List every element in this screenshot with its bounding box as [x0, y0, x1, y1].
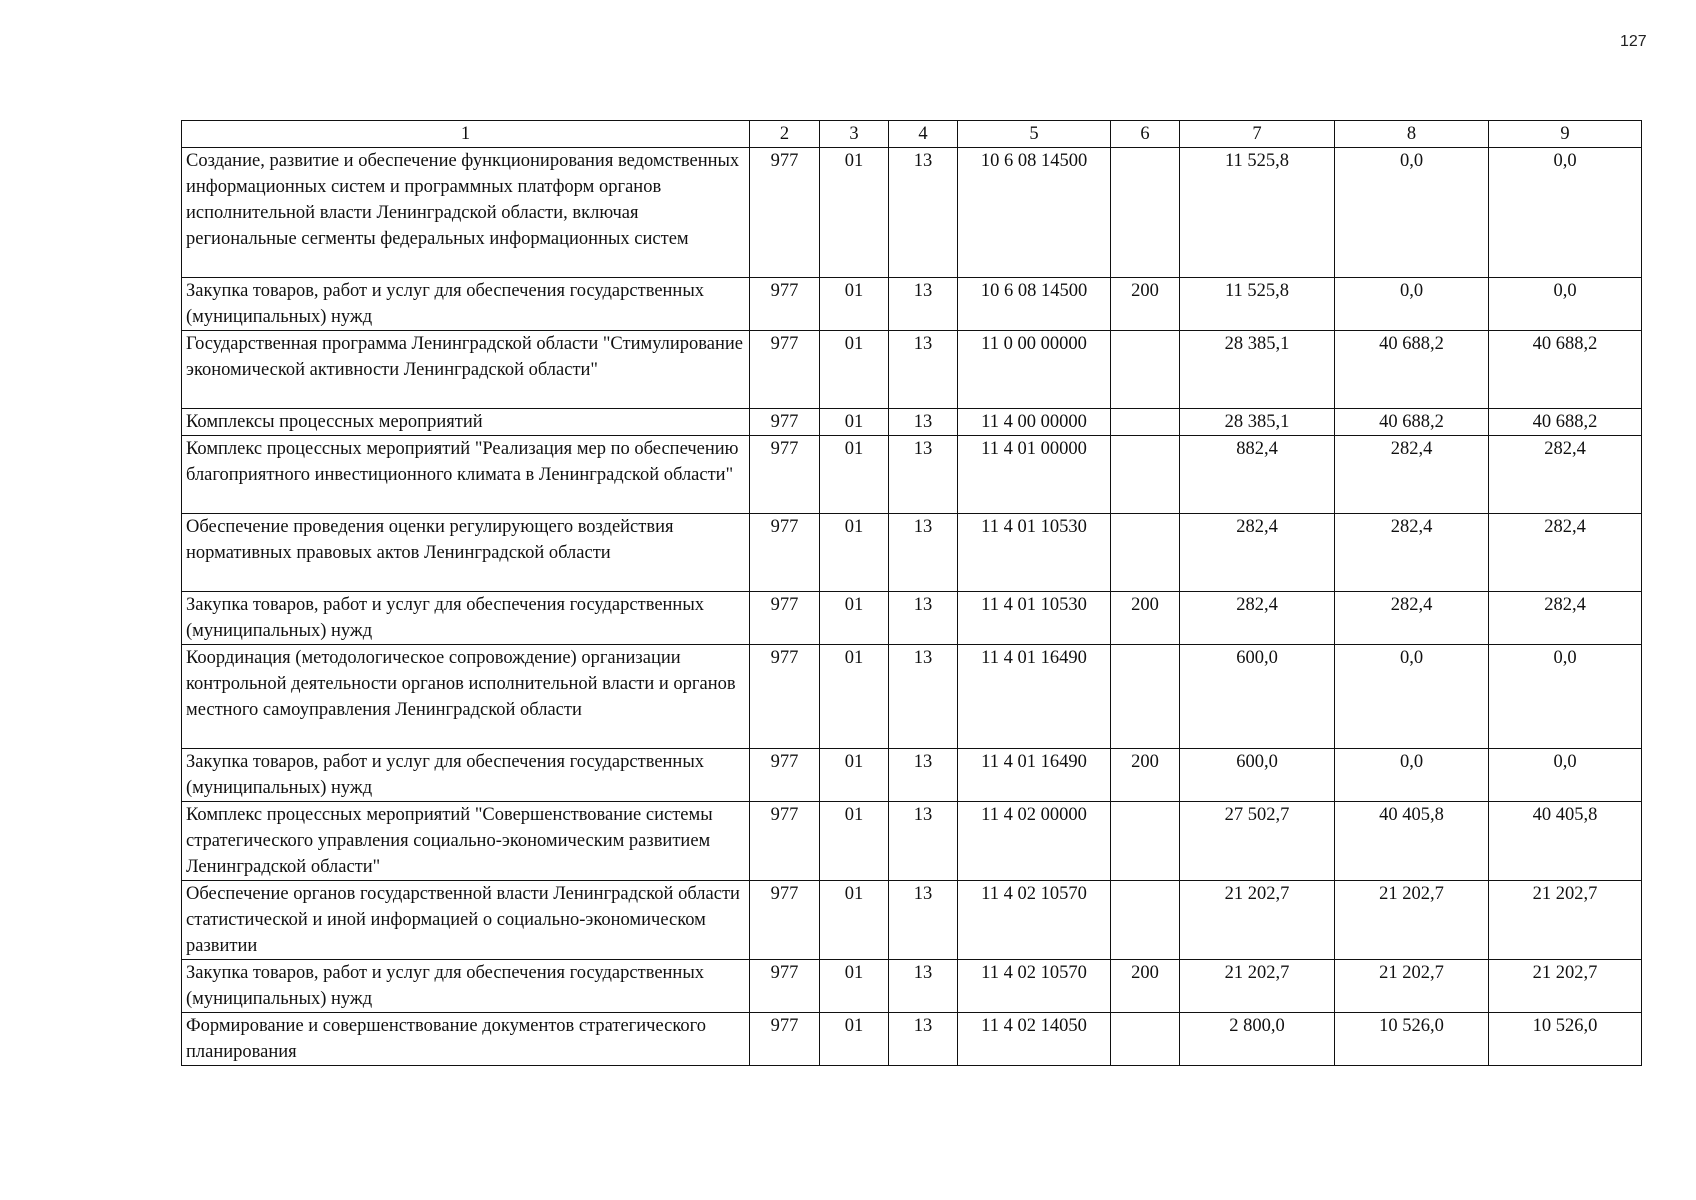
- cell-section: 01: [820, 278, 889, 331]
- cell-section: 01: [820, 331, 889, 409]
- table-row: [182, 278, 1642, 331]
- table-row: [182, 881, 1642, 960]
- header-cell-8: 8: [1335, 121, 1489, 148]
- cell-expense-type: 200: [1111, 278, 1180, 331]
- cell-target-article: 11 0 00 00000: [958, 331, 1111, 409]
- cell-target-article: 11 4 02 10570: [958, 881, 1111, 960]
- cell-amount-7: 21 202,7: [1180, 881, 1335, 960]
- cell-expense-type: 200: [1111, 592, 1180, 645]
- header-cell-2: 2: [750, 121, 820, 148]
- header-cell-5: 5: [958, 121, 1111, 148]
- cell-section: 01: [820, 514, 889, 592]
- cell-amount-8: 282,4: [1335, 514, 1489, 592]
- cell-admin-code: 977: [750, 592, 820, 645]
- table-row: [182, 148, 1642, 278]
- cell-amount-7: 27 502,7: [1180, 802, 1335, 881]
- row-name: Формирование и совершенствование документов стратегического планирования: [182, 1013, 750, 1066]
- row-name: Обеспечение проведения оценки регулирующего воздействия нормативных правовых актов Ленинградской области: [182, 514, 750, 592]
- cell-expense-type: [1111, 1013, 1180, 1066]
- cell-amount-8: 40 405,8: [1335, 802, 1489, 881]
- cell-amount-7: 28 385,1: [1180, 331, 1335, 409]
- table-row: [182, 1013, 1642, 1066]
- cell-admin-code: 977: [750, 436, 820, 514]
- cell-amount-7: 600,0: [1180, 749, 1335, 802]
- cell-section: 01: [820, 645, 889, 749]
- cell-admin-code: 977: [750, 1013, 820, 1066]
- cell-subsection: 13: [889, 645, 958, 749]
- cell-expense-type: [1111, 514, 1180, 592]
- cell-target-article: 11 4 02 14050: [958, 1013, 1111, 1066]
- cell-section: 01: [820, 749, 889, 802]
- cell-amount-7: 882,4: [1180, 436, 1335, 514]
- row-name: Закупка товаров, работ и услуг для обеспечения государственных (муниципальных) нужд: [182, 278, 750, 331]
- row-name: Обеспечение органов государственной власти Ленинградской области статистической и иной информацией о социально-экономическом развитии: [182, 881, 750, 960]
- cell-target-article: 11 4 01 10530: [958, 514, 1111, 592]
- table-row: [182, 409, 1642, 436]
- cell-section: 01: [820, 881, 889, 960]
- cell-subsection: 13: [889, 960, 958, 1013]
- cell-subsection: 13: [889, 802, 958, 881]
- cell-amount-7: 282,4: [1180, 514, 1335, 592]
- cell-expense-type: [1111, 881, 1180, 960]
- table-row: [182, 592, 1642, 645]
- cell-subsection: 13: [889, 409, 958, 436]
- cell-amount-8: 0,0: [1335, 749, 1489, 802]
- cell-amount-7: 11 525,8: [1180, 148, 1335, 278]
- table-row: [182, 645, 1642, 749]
- cell-amount-8: 0,0: [1335, 645, 1489, 749]
- cell-amount-8: 0,0: [1335, 148, 1489, 278]
- cell-admin-code: 977: [750, 645, 820, 749]
- cell-subsection: 13: [889, 278, 958, 331]
- cell-admin-code: 977: [750, 749, 820, 802]
- cell-amount-7: 11 525,8: [1180, 278, 1335, 331]
- cell-amount-9: 40 405,8: [1489, 802, 1642, 881]
- cell-subsection: 13: [889, 148, 958, 278]
- cell-section: 01: [820, 960, 889, 1013]
- cell-amount-9: 0,0: [1489, 645, 1642, 749]
- cell-subsection: 13: [889, 881, 958, 960]
- cell-subsection: 13: [889, 592, 958, 645]
- cell-amount-8: 0,0: [1335, 278, 1489, 331]
- header-cell-9: 9: [1489, 121, 1642, 148]
- cell-amount-7: 600,0: [1180, 645, 1335, 749]
- header-cell-3: 3: [820, 121, 889, 148]
- cell-amount-9: 282,4: [1489, 436, 1642, 514]
- cell-section: 01: [820, 592, 889, 645]
- cell-admin-code: 977: [750, 960, 820, 1013]
- cell-amount-8: 40 688,2: [1335, 331, 1489, 409]
- cell-admin-code: 977: [750, 881, 820, 960]
- cell-amount-8: 282,4: [1335, 436, 1489, 514]
- cell-amount-8: 21 202,7: [1335, 960, 1489, 1013]
- table-row: [182, 960, 1642, 1013]
- table-row: [182, 802, 1642, 881]
- row-name: Комплексы процессных мероприятий: [182, 409, 750, 436]
- row-name: Комплекс процессных мероприятий "Совершенствование системы стратегического управления социально-экономическим развитием Ленинградской области": [182, 802, 750, 881]
- cell-amount-9: 40 688,2: [1489, 331, 1642, 409]
- table-row: [182, 331, 1642, 409]
- cell-amount-8: 282,4: [1335, 592, 1489, 645]
- cell-amount-9: 0,0: [1489, 749, 1642, 802]
- cell-expense-type: [1111, 409, 1180, 436]
- cell-amount-8: 21 202,7: [1335, 881, 1489, 960]
- header-row: [182, 121, 1642, 148]
- page-number: 127: [1620, 33, 1647, 50]
- cell-amount-9: 40 688,2: [1489, 409, 1642, 436]
- cell-amount-9: 21 202,7: [1489, 960, 1642, 1013]
- cell-amount-9: 282,4: [1489, 592, 1642, 645]
- header-cell-6: 6: [1111, 121, 1180, 148]
- cell-target-article: 10 6 08 14500: [958, 148, 1111, 278]
- cell-subsection: 13: [889, 749, 958, 802]
- cell-target-article: 11 4 01 16490: [958, 645, 1111, 749]
- cell-section: 01: [820, 409, 889, 436]
- cell-target-article: 11 4 01 00000: [958, 436, 1111, 514]
- cell-subsection: 13: [889, 331, 958, 409]
- cell-amount-9: 282,4: [1489, 514, 1642, 592]
- cell-amount-8: 10 526,0: [1335, 1013, 1489, 1066]
- header-cell-7: 7: [1180, 121, 1335, 148]
- cell-subsection: 13: [889, 514, 958, 592]
- cell-admin-code: 977: [750, 514, 820, 592]
- row-name: Создание, развитие и обеспечение функционирования ведомственных информационных систем и программных платформ органов исполнительной власти Ленинградской области, включая региональные сегменты федеральных информационных систем: [182, 148, 750, 278]
- cell-amount-7: 2 800,0: [1180, 1013, 1335, 1066]
- cell-section: 01: [820, 802, 889, 881]
- cell-amount-7: 21 202,7: [1180, 960, 1335, 1013]
- cell-expense-type: [1111, 331, 1180, 409]
- table-row: [182, 436, 1642, 514]
- cell-expense-type: [1111, 436, 1180, 514]
- row-name: Координация (методологическое сопровождение) организации контрольной деятельности органов исполнительной власти и органов местного самоуправления Ленинградской области: [182, 645, 750, 749]
- header-cell-1: 1: [182, 121, 750, 148]
- cell-target-article: 11 4 02 00000: [958, 802, 1111, 881]
- cell-section: 01: [820, 148, 889, 278]
- cell-target-article: 11 4 01 16490: [958, 749, 1111, 802]
- cell-amount-9: 0,0: [1489, 148, 1642, 278]
- table-row: [182, 749, 1642, 802]
- row-name: Закупка товаров, работ и услуг для обеспечения государственных (муниципальных) нужд: [182, 592, 750, 645]
- cell-target-article: 11 4 00 00000: [958, 409, 1111, 436]
- cell-subsection: 13: [889, 436, 958, 514]
- cell-target-article: 10 6 08 14500: [958, 278, 1111, 331]
- cell-amount-9: 10 526,0: [1489, 1013, 1642, 1066]
- cell-section: 01: [820, 436, 889, 514]
- cell-expense-type: 200: [1111, 749, 1180, 802]
- cell-amount-7: 282,4: [1180, 592, 1335, 645]
- cell-section: 01: [820, 1013, 889, 1066]
- cell-admin-code: 977: [750, 409, 820, 436]
- cell-expense-type: [1111, 148, 1180, 278]
- cell-expense-type: [1111, 645, 1180, 749]
- cell-admin-code: 977: [750, 331, 820, 409]
- cell-admin-code: 977: [750, 148, 820, 278]
- cell-amount-9: 21 202,7: [1489, 881, 1642, 960]
- table-row: [182, 514, 1642, 592]
- cell-amount-9: 0,0: [1489, 278, 1642, 331]
- cell-admin-code: 977: [750, 278, 820, 331]
- row-name: Государственная программа Ленинградской области "Стимулирование экономической активности Ленинградской области": [182, 331, 750, 409]
- cell-target-article: 11 4 02 10570: [958, 960, 1111, 1013]
- row-name: Закупка товаров, работ и услуг для обеспечения государственных (муниципальных) нужд: [182, 960, 750, 1013]
- cell-amount-8: 40 688,2: [1335, 409, 1489, 436]
- row-name: Комплекс процессных мероприятий "Реализация мер по обеспечению благоприятного инвестиционного климата в Ленинградской области": [182, 436, 750, 514]
- cell-admin-code: 977: [750, 802, 820, 881]
- cell-target-article: 11 4 01 10530: [958, 592, 1111, 645]
- cell-expense-type: [1111, 802, 1180, 881]
- budget-table: [181, 120, 1642, 1066]
- cell-subsection: 13: [889, 1013, 958, 1066]
- header-cell-4: 4: [889, 121, 958, 148]
- cell-expense-type: 200: [1111, 960, 1180, 1013]
- row-name: Закупка товаров, работ и услуг для обеспечения государственных (муниципальных) нужд: [182, 749, 750, 802]
- cell-amount-7: 28 385,1: [1180, 409, 1335, 436]
